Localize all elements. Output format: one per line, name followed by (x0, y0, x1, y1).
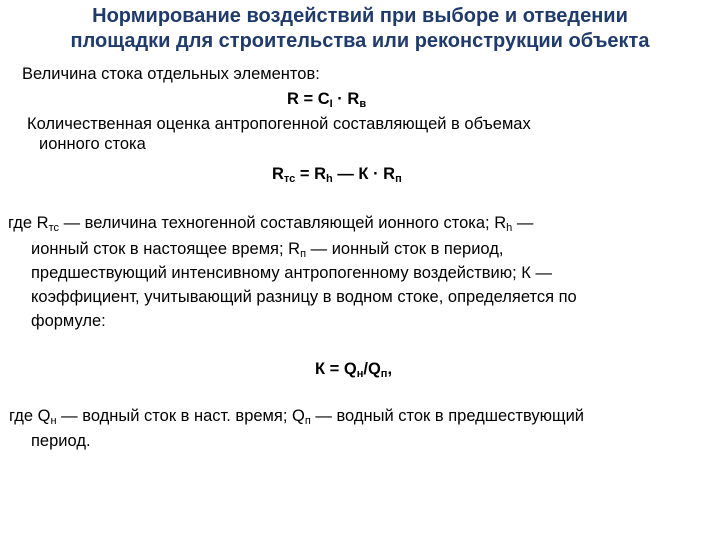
formula3-k: К = Q (315, 360, 357, 378)
explanation-1-line-5: формуле: (31, 312, 106, 330)
explanation-2-line-2: период. (31, 432, 91, 450)
formula2-r1-subscript: тс (283, 173, 296, 185)
slide-title (0, 4, 720, 54)
formula3-comma: , (387, 360, 393, 378)
formula-r-subscript: в (359, 98, 367, 110)
text-span: — водный сток в наст. время; Q (56, 407, 305, 425)
text-span: ионный сток в настоящее время; R (31, 240, 301, 258)
formula2-minus: — К · R (332, 165, 396, 183)
subscript: п (304, 415, 311, 427)
text-span: — величина техногенной составляющей ионного стока; R (59, 214, 507, 232)
slide-title-line-2: площадки для строительства или реконструкции объекта (70, 30, 650, 52)
explanation-1-line-3: предшествующий интенсивному антропогенному воздействию; К — (31, 264, 552, 282)
formula-technogenic (272, 164, 402, 184)
formula-eq: = C (298, 90, 330, 108)
formula2-eq: = R (295, 165, 327, 183)
formula2-r3-subscript: п (395, 173, 402, 185)
formula-dot: · R (332, 90, 360, 108)
formula2-r1: R (272, 165, 284, 183)
text-span: где Q (9, 407, 51, 425)
text-span: — ионный сток в период, (306, 240, 504, 258)
subscript: тс (48, 222, 60, 234)
formula-c-subscript: I (329, 98, 333, 110)
formula3-slash: /Q (363, 360, 381, 378)
explanation-1-line-1 (8, 213, 533, 233)
formula-runoff (287, 89, 366, 109)
formula-r: R (287, 90, 299, 108)
formula3-q1-subscript: н (356, 368, 364, 380)
text-span: где R (8, 214, 49, 232)
subscript: н (50, 415, 57, 427)
explanation-1-line-2 (31, 239, 503, 259)
text-span: — водный сток в предшествующий (310, 407, 585, 425)
intro-text: Величина стока отдельных элементов: (22, 65, 320, 83)
quant-line-1: Количественная оценка антропогенной составляющей в объемах (27, 115, 531, 133)
formula3-q2-subscript: п (380, 368, 388, 380)
formula-k (315, 359, 392, 379)
formula2-r2-subscript: h (326, 173, 333, 185)
subscript: п (300, 248, 307, 260)
explanation-2-line-1 (9, 406, 584, 426)
explanation-1-line-4: коэффициент, учитывающий разницу в водном стоке, определяется по (31, 288, 577, 306)
text-span: — (512, 214, 534, 232)
subscript: h (506, 222, 513, 234)
quant-line-2: ионного стока (39, 135, 146, 153)
slide-title-line-1: Нормирование воздействий при выборе и отведении (92, 5, 628, 27)
